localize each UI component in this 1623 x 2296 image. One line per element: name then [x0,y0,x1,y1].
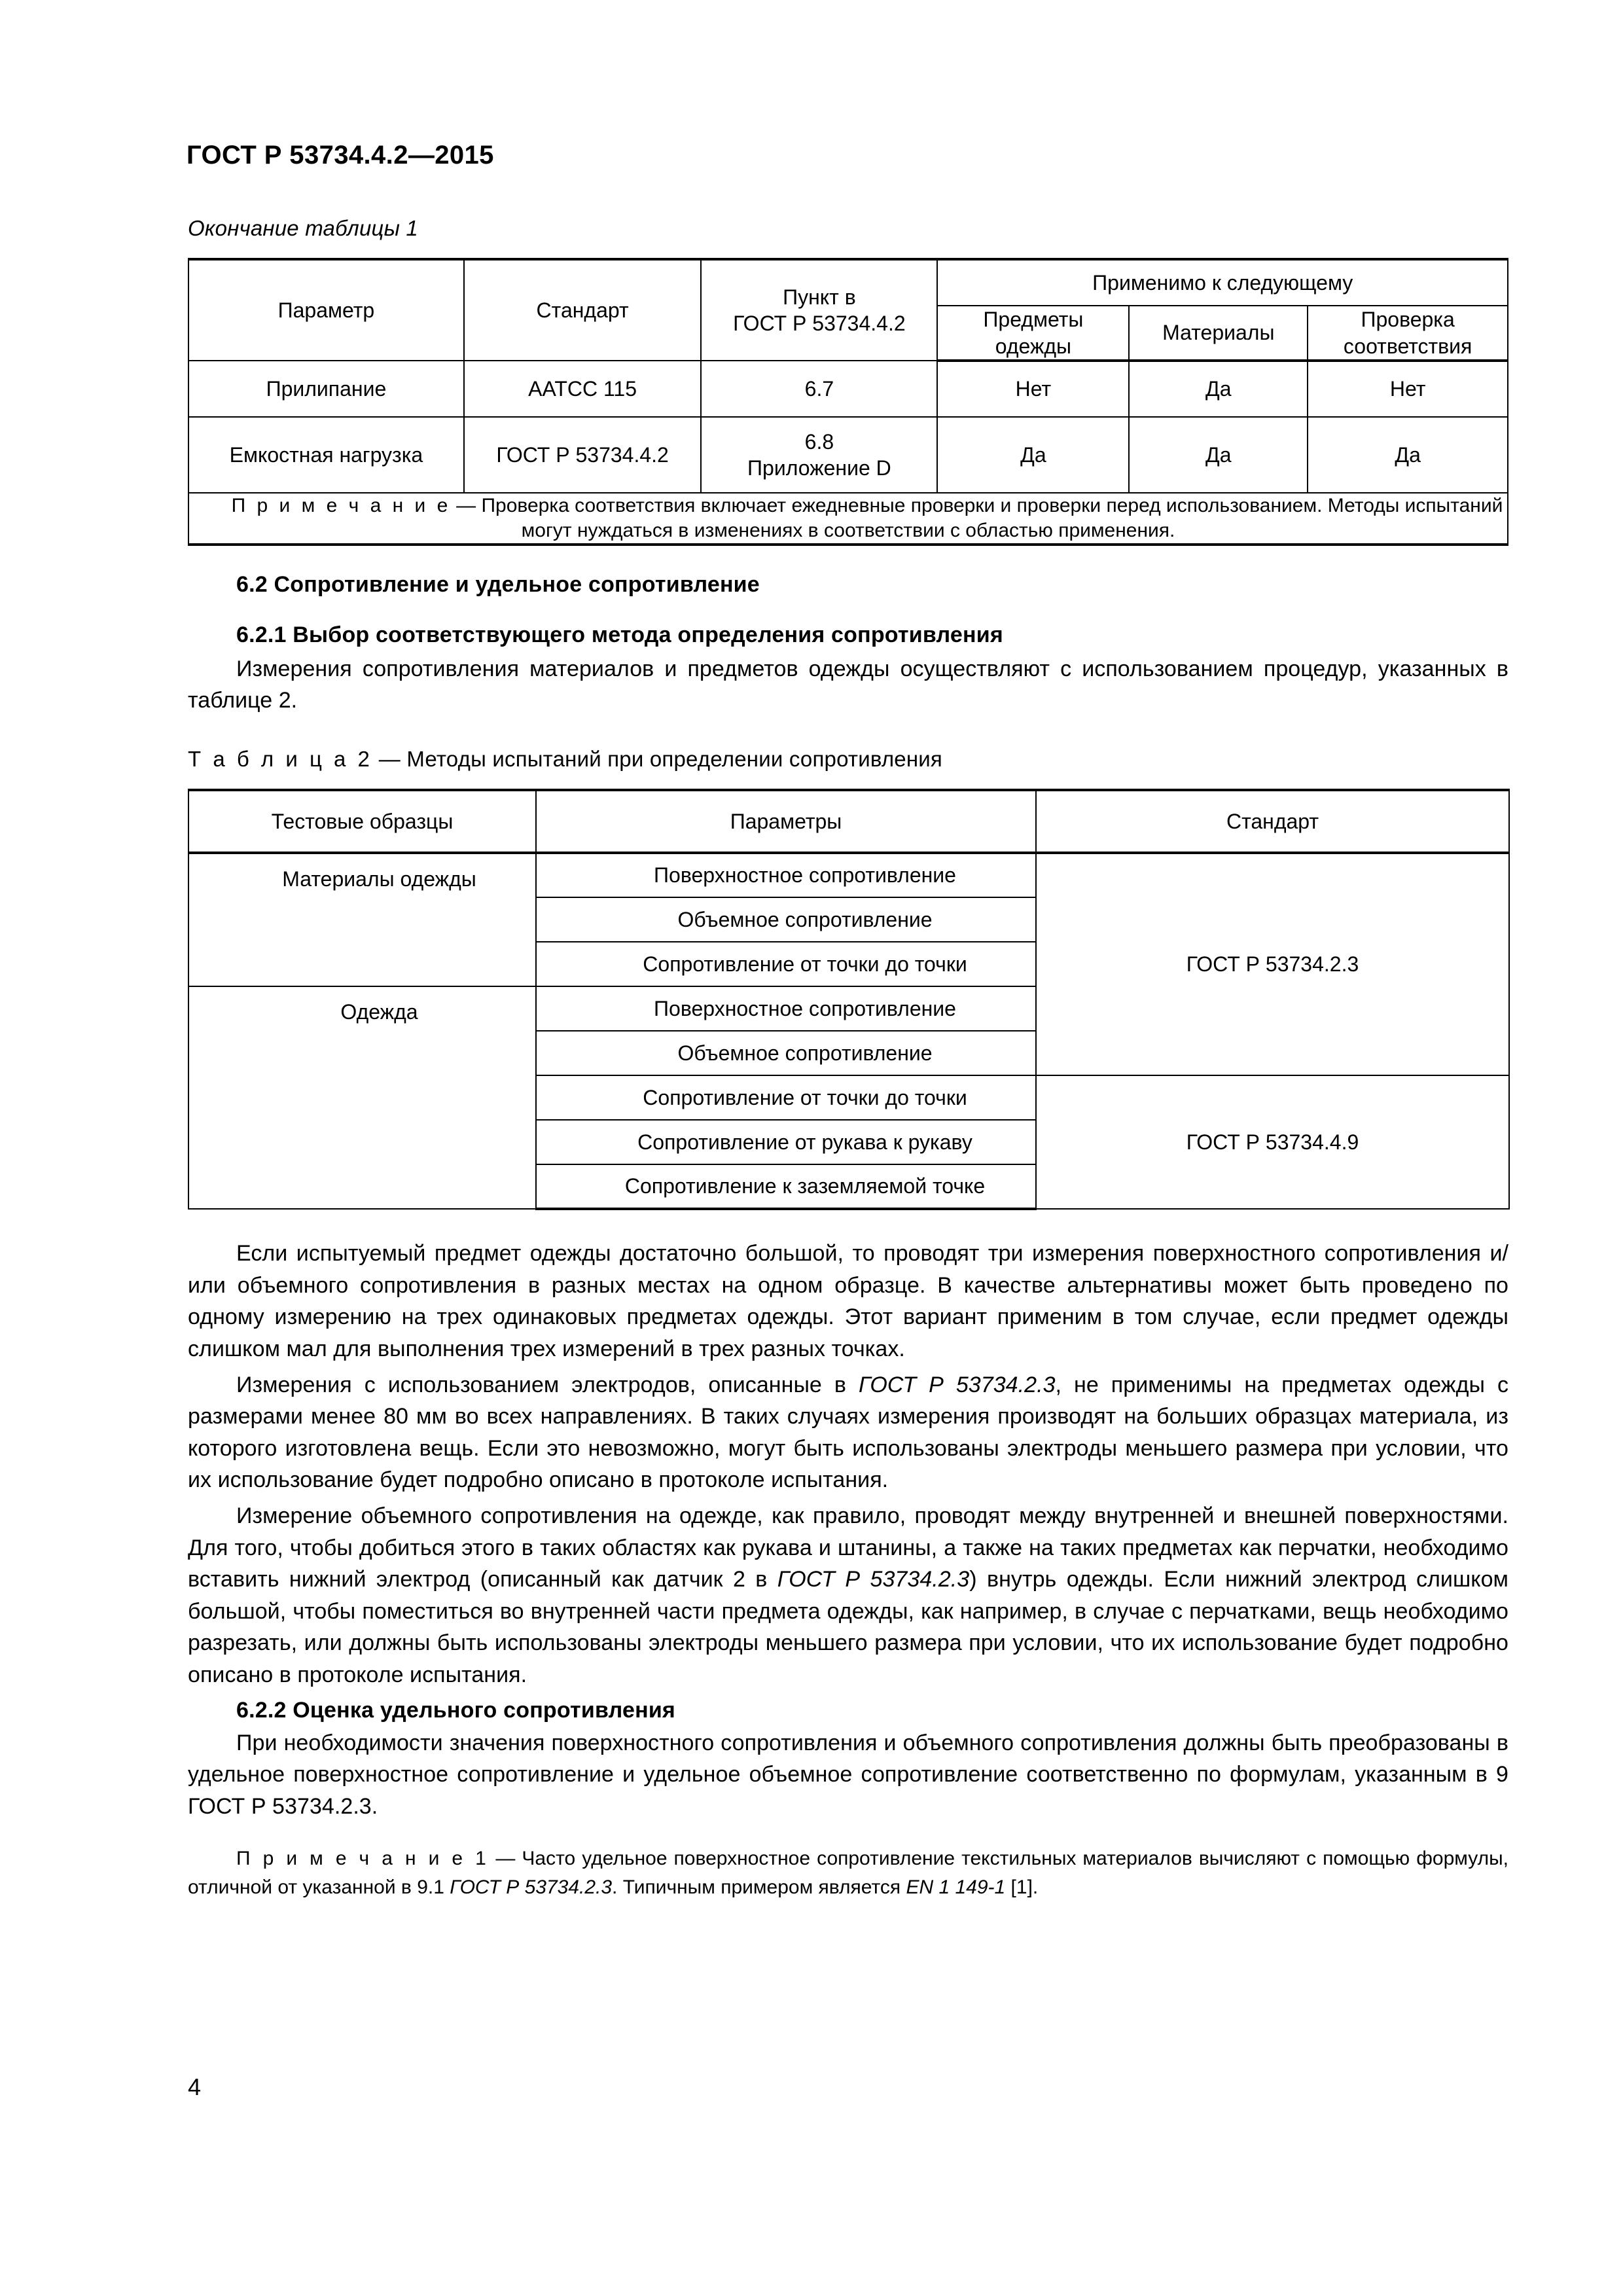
table1-th-clause-line1: Пункт в [783,285,856,309]
table-1 [188,258,1508,546]
table2-header-row [188,790,1509,853]
table1-caption: Окончание таблицы 1 [188,216,418,240]
paragraph-6-2-1-intro: Измерения сопротивления материалов и предметов одежды осуществляют с использованием процедур, указанных в таблице 2. [188,656,1508,713]
table1-note-label: П р и м е ч а н и е [231,494,451,516]
table2-cell-sample: Материалы одежды [188,853,536,986]
paragraph-large-garment: Если испытуемый предмет одежды достаточно большой, то проводят три измерения поверхностного сопротивления и/или объемного сопротивления в разных местах на одном образце. В качестве альтернативы может быть проведено по одному измерению на трех одинаковых предметах одежды. Этот вариант применим в том случае, если предмет одежды слишком мал для выполнения трех измерений в трех разных точках. [188,1241,1508,1361]
table2-caption [188,747,1508,772]
table1-cell-clause-line2: Приложение D [747,456,891,480]
table1-cell-clause [701,417,937,493]
table1-th-compliance [1308,306,1508,361]
table1-cell-compliance: Нет [1308,361,1508,417]
table2-cell-parameter: Объемное сопротивление [536,1031,1036,1075]
table2-cell-standard: ГОСТ Р 53734.4.9 [1036,1075,1509,1209]
table1-th-compliance-line1: Проверка [1361,308,1455,332]
table1-cell-garments: Да [937,417,1129,493]
table2-cell-parameter: Сопротивление от точки до точки [536,1075,1036,1120]
page-number: 4 [188,2073,202,2100]
running-head-standard-id: ГОСТ Р 53734.4.2—2015 [187,141,494,170]
reference-en-1149-1: EN 1 149-1 [906,1876,1006,1898]
reference-gost-53734-2-3: ГОСТ Р 53734.2.3 [777,1567,970,1592]
table2-th-standard: Стандарт [1036,790,1509,853]
table1-th-parameter: Параметр [188,259,464,361]
paragraph-electrode-part-a: Измерения с использованием электродов, описанные в [236,1372,859,1397]
table2-cell-parameter: Сопротивление от точки до точки [536,942,1036,986]
table1-header-row-top [188,259,1508,306]
paragraph-electrode-measurements [188,1369,1508,1496]
paragraph-electrode-part-b: , не применимы на предметах одежды с размерами менее 80 мм во всех направлениях. В таких случаях измерения производят на больших образцах материала, из которого изготовлена вещь. Если это невозможно, могут быть использованы электроды меньшего размера при условии, что их использование будет подробно описано в протоколе испытания. [188,1372,1508,1493]
table1-note [188,493,1508,545]
table1-cell-parameter: Прилипание [188,361,464,417]
table1-th-garments [937,306,1129,361]
table2-cell-parameter: Поверхностное сопротивление [536,853,1036,897]
table1-th-standard: Стандарт [464,259,702,361]
table1-th-clause-line2: ГОСТ Р 53734.4.2 [733,311,906,335]
table1-cell-materials: Да [1129,417,1308,493]
table2-th-parameters: Параметры [536,790,1036,853]
table2-cell-parameter: Сопротивление к заземляемой точке [536,1164,1036,1209]
note-1-label: П р и м е ч а н и е 1 [236,1848,490,1870]
table1-th-clause [701,259,937,361]
note-1-part-b: . Типичным примером является [612,1876,906,1898]
reference-gost-53734-2-3: ГОСТ Р 53734.2.3 [450,1876,613,1898]
paragraph-volume-part-a: Измерение объемного сопротивления на одежде, как правило, проводят между внутренней и внешней поверхностями. Для того, чтобы добиться этого в таких областях как рукава и штанины, а также на таких предметах как перчатки, необходимо вставить нижний электрод (описанный как датчик 2 в [188,1503,1508,1592]
table2-cell-sample: Одежда [188,986,536,1209]
page-content [188,216,1508,1901]
table2-cell-standard: ГОСТ Р 53734.2.3 [1036,853,1509,1075]
table1-th-applicable-to: Применимо к следующему [937,259,1508,306]
table2-th-samples: Тестовые образцы [188,790,536,853]
table1-cell-compliance: Да [1308,417,1508,493]
heading-6-2-2: 6.2.2 Оценка удельного сопротивления [236,1697,675,1723]
table1-cell-materials: Да [1129,361,1308,417]
note-1-part-a: — Часто удельное поверхностное сопротивление текстильных материалов вычисляют с помощью формулы, отличной от указанной в 9.1 [188,1848,1508,1898]
note-1 [188,1844,1508,1901]
table1-th-materials: Материалы [1129,306,1308,361]
table2-caption-label: Т а б л и ц а 2 [188,746,373,771]
table1-note-text: — Проверка соответствия включает ежедневные проверки и проверки перед использованием. Методы испытаний могут нуждаться в изменениях в соответствии с областью применения. [450,494,1503,541]
table1-th-compliance-line2: соответствия [1343,334,1472,358]
table2-caption-text: — Методы испытаний при определении сопротивления [372,746,942,771]
reference-gost-53734-2-3: ГОСТ Р 53734.2.3 [858,1372,1056,1397]
heading-6-2: 6.2 Сопротивление и удельное сопротивление [236,571,760,597]
table1-th-garments-line1: Предметы [983,308,1084,332]
table-2 [188,789,1510,1210]
table1-cell-parameter: Емкостная нагрузка [188,417,464,493]
table1-cell-clause: 6.7 [701,361,937,417]
table1-cell-clause-line1: 6.8 [804,429,834,454]
table-row [188,361,1508,417]
table2-cell-parameter: Поверхностное сопротивление [536,986,1036,1031]
heading-6-2-1: 6.2.1 Выбор соответствующего метода определения сопротивления [236,622,1003,647]
table1-cell-garments: Нет [937,361,1129,417]
paragraph-volume-resistance [188,1500,1508,1691]
note-1-part-c: [1]. [1005,1876,1039,1898]
table1-note-row [188,493,1508,545]
table1-cell-standard: ААТСС 115 [464,361,702,417]
table-row [188,853,1509,897]
table1-th-garments-line2: одежды [995,334,1072,358]
table-row [188,417,1508,493]
table2-cell-parameter: Объемное сопротивление [536,897,1036,942]
paragraph-volume-part-b: ) внутрь одежды. Если нижний электрод слишком большой, чтобы поместиться во внутренней части предмета одежды, как например, в случае с перчатками, вещь необходимо разрезать, или должны быть использованы электроды меньшего размера при условии, что их использование будет подробно описано в протоколе испытания. [188,1567,1508,1687]
table2-cell-parameter: Сопротивление от рукава к рукаву [536,1120,1036,1164]
table1-cell-standard: ГОСТ Р 53734.4.2 [464,417,702,493]
paragraph-6-2-2-intro: При необходимости значения поверхностного сопротивления и объемного сопротивления должны быть преобразованы в удельное поверхностное сопротивление и удельное объемное сопротивление соответственно по формулам, указанным в 9 ГОСТ Р 53734.2.3. [188,1730,1508,1819]
